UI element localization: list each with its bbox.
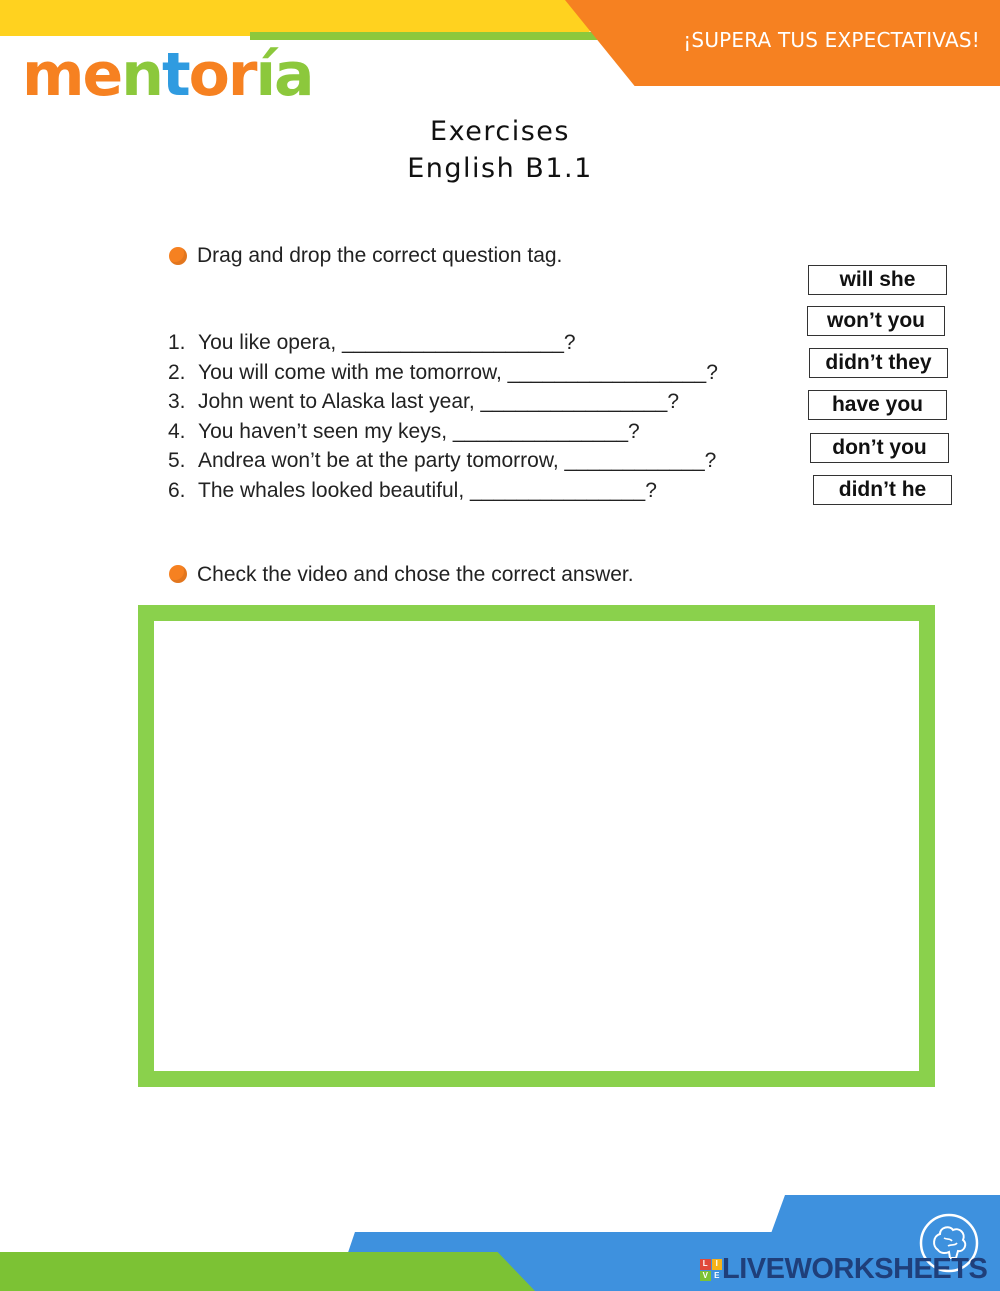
instruction-drag-drop: Drag and drop the correct question tag. [197,244,563,267]
drag-tag-didnt-they[interactable]: didn’t they [809,348,948,378]
question-item [168,387,718,417]
logo-letter: m [22,40,83,110]
logo-letter: a [274,40,313,110]
question-number: 1. [168,331,186,354]
footer-green-band [0,1252,535,1291]
drag-tag-dont-you[interactable]: don’t you [810,433,949,463]
question-text[interactable]: John went to Alaska last year, ________________? [198,390,680,414]
question-text[interactable]: The whales looked beautiful, _______________? [198,478,657,502]
question-list [168,328,718,506]
question-number: 2. [168,360,186,384]
question-item [168,417,718,447]
page-title: Exercises [430,116,570,147]
question-number: 5. [168,449,186,473]
orange-bullet-icon [169,565,187,583]
live-letter: L [700,1259,711,1270]
question-text[interactable]: You will come with me tomorrow, _________________? [198,360,718,384]
header-slogan: ¡SUPERA TUS EXPECTATIVAS! [683,28,980,52]
question-number: 4. [168,419,186,443]
question-number: 6. [168,478,186,502]
page-subtitle: English B1.1 [407,153,593,184]
logo-letter: t [161,40,189,110]
live-logo-icon [700,1259,722,1281]
video-frame[interactable] [138,605,935,1087]
question-item [168,446,718,476]
logo-letter: í [255,40,275,110]
orange-bullet-icon [169,247,187,265]
header-green-stripe [250,32,610,40]
instruction-video: Check the video and chose the correct answer. [197,563,634,586]
drag-tag-will-she[interactable]: will she [808,265,947,295]
drag-tag-have-you[interactable]: have you [808,390,947,420]
question-number: 3. [168,390,186,414]
liveworksheets-brand[interactable]: LIVEWORKSHEETS [722,1253,988,1285]
question-item [168,358,718,388]
logo-letter: o [188,40,228,110]
mentoria-logo [22,40,313,110]
logo-letter: r [227,40,256,110]
question-text[interactable]: You like opera, ___________________? [198,331,576,354]
live-letter: I [712,1259,723,1270]
drag-tag-wont-you[interactable]: won’t you [807,306,945,336]
header-yellow-band [0,0,640,36]
live-letter: E [712,1271,723,1282]
question-item [168,476,718,506]
question-text[interactable]: You haven’t seen my keys, _______________? [198,419,640,443]
drag-tag-didnt-he[interactable]: didn’t he [813,475,952,505]
question-item [168,328,718,358]
logo-letter: n [121,40,162,110]
logo-letter: e [82,40,122,110]
live-letter: V [700,1271,711,1282]
question-text[interactable]: Andrea won’t be at the party tomorrow, ____________? [198,449,717,473]
